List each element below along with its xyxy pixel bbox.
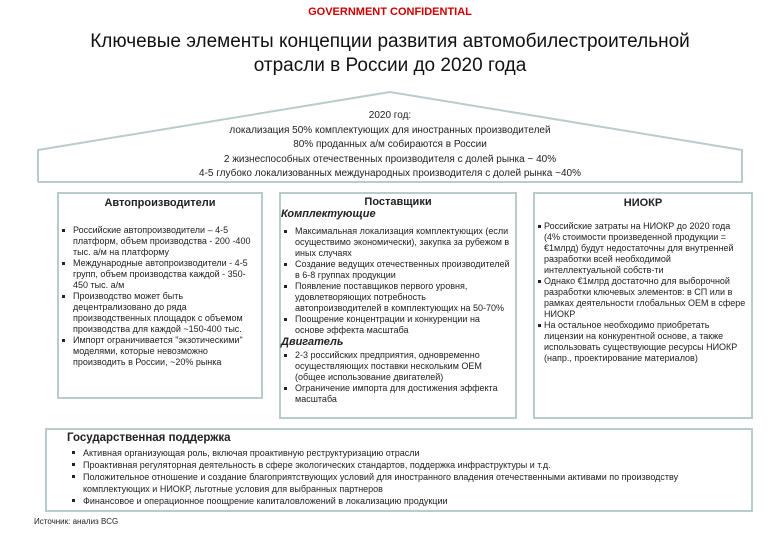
list-item: Международные автопроизводители - 4-5 групп, объем производства каждой - 350-450 тыс. а/м <box>59 258 255 291</box>
list-item: Финансовое и операционное поощрение капиталовложений в локализацию продукции <box>69 495 731 507</box>
list-item: Ограничение импорта для достижения эффекта масштаба <box>281 383 511 405</box>
engine-subtitle: Двигатель <box>281 336 344 348</box>
list-item: Поощрение концентрации и конкуренции на основе эффекта масштаба <box>281 314 511 336</box>
list-item: Производство может быть децентрализовано до ряда производственных площадок с объемом производства для каждой ~150-400 тыс. <box>59 291 255 335</box>
list-item: Однако €1млрд достаточно для выборочной разработки ключевых элементов: в СП или в рамках деятельности глобальных OEM в сфере НИОКР <box>535 276 747 320</box>
source-note: Источник: анализ BCG <box>34 517 119 526</box>
government-support-foundation <box>45 428 753 512</box>
suppliers-pillar <box>279 192 517 419</box>
list-item: Российские автопроизводители – 4-5 платформ, объем производства - 200 -400 тыс. а/м на платформу <box>59 225 255 258</box>
list-item: Российские затраты на НИОКР до 2020 года (4% стоимости произведенной продукции = €1млрд) будут недостаточны для внутренней разработки всей необходимой интеллектуальной собств-ти <box>535 221 747 276</box>
rnd-pillar <box>533 192 753 419</box>
title-line-1: Ключевые элементы концепции развития автомобилестроительной <box>90 31 690 52</box>
list-item: Максимальная локализация комплектующих (если осуществимо экономически), закупка за рубежом в иных случаях <box>281 226 511 259</box>
pillar-title: НИОКР <box>623 197 663 209</box>
list-item: Появление поставщиков первого уровня, удовлетворяющих потребность автопроизводителей в комплектующих на 50-70% <box>281 281 511 314</box>
goal-item: локализация 50% комплектующих для иностранных производителей <box>229 124 551 136</box>
section-title: Государственная поддержка <box>67 432 231 444</box>
title-line-2: отрасли в России до 2020 года <box>253 55 527 76</box>
goal-item: 4-5 глубоко локализованных международных производителя с долей рынка ~40% <box>199 168 581 179</box>
list-item: Положительное отношение и создание благоприятствующих условий для иностранного владения отечественными активами по производству комплектующих и НИОКР, льготные условия для выбранных партнеров <box>69 471 731 495</box>
components-subtitle: Комплектующие <box>281 208 376 220</box>
pillar-title: Поставщики <box>364 196 432 208</box>
automakers-pillar <box>57 192 263 399</box>
goals-2020 <box>60 109 720 182</box>
goal-item: 2 жизнеспособных отечественных производителя с долей рынка ~ 40% <box>223 153 557 165</box>
classification-label: GOVERNMENT CONFIDENTIAL <box>308 6 472 18</box>
list-item: На остальное необходимо приобретать лицензии на конкурентной основе, а также использовать существующие ресурсы НИОКР (напр., проектирование материалов) <box>535 320 747 364</box>
list-item: 2-3 российских предприятия, одновременно осуществляющих поставки нескольким OEM (общее использование двигателей) <box>281 350 511 383</box>
goal-heading: 2020 год: <box>368 110 412 121</box>
list-item: Активная организующая роль, включая проактивную реструктуризацию отрасли <box>69 447 731 459</box>
pillar-title: Автопроизводители <box>104 197 216 209</box>
list-item: Импорт ограничивается "экзотическими" моделями, которые невозможно производить в России, ~20% рынка <box>59 335 255 368</box>
goal-item: 80% проданных а/м собираются в России <box>293 139 487 150</box>
list-item: Проактивная регуляторная деятельность в сфере экологических стандартов, поддержка инфраструктуры и т.д. <box>69 459 731 471</box>
list-item: Создание ведущих отечественных производителей в 6-8 группах продукции <box>281 259 511 281</box>
